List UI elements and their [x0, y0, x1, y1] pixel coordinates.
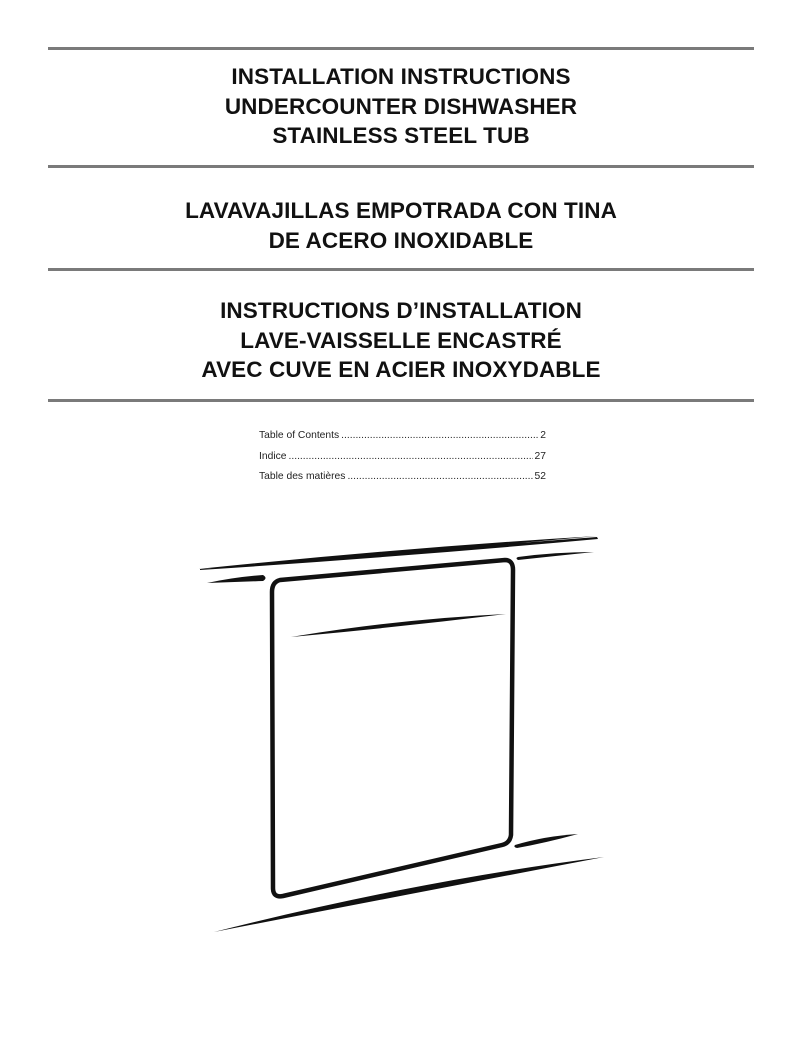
- title-line: LAVAVAJILLAS EMPOTRADA CON TINA: [185, 198, 617, 223]
- title-line: AVEC CUVE EN ACIER INOXYDABLE: [201, 357, 601, 382]
- countertop-stroke: [198, 536, 598, 570]
- title-line: INSTRUCTIONS D’INSTALLATION: [220, 298, 582, 323]
- toc-page: 27: [534, 450, 546, 462]
- toc-label: Table of Contents: [259, 430, 340, 441]
- panel-stroke: [291, 614, 506, 637]
- countertop-left-stroke: [207, 575, 266, 583]
- toc-label: Table des matières: [259, 471, 346, 482]
- title-line: UNDERCOUNTER DISHWASHER: [224, 93, 578, 119]
- title-line: DE ACERO INOXIDABLE: [268, 227, 534, 253]
- title-line: INSTALLATION INSTRUCTIONS: [231, 64, 571, 89]
- toc-page: 2: [540, 430, 546, 441]
- title-line: LAVE-VAISSELLE ENCASTRÉ: [240, 327, 562, 353]
- toc-label: Indice: [259, 450, 287, 462]
- title-line: STAINLESS STEEL TUB: [272, 123, 530, 148]
- door-outline: [272, 560, 513, 896]
- countertop-right-stroke: [517, 552, 595, 560]
- toc-page: 52: [534, 471, 546, 482]
- toekick-right-stroke: [514, 834, 578, 848]
